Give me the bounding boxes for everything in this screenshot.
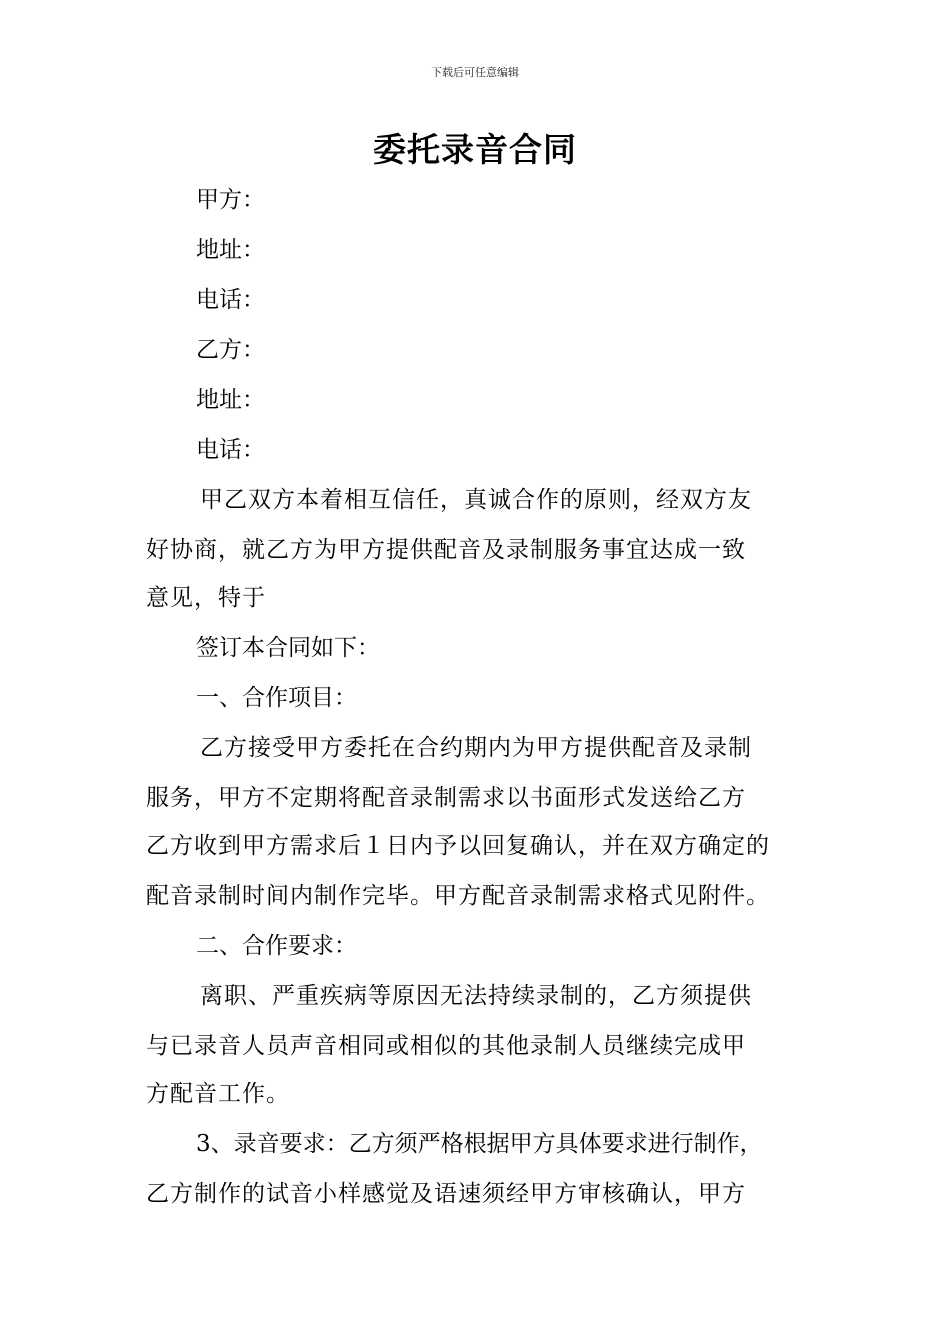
party-b-phone-label: 电话： (196, 437, 265, 463)
section-1-heading: 一、合作项目： (196, 685, 357, 711)
party-b-address-label: 地址： (196, 387, 265, 413)
section-1-line: 乙方接受甲方委托在合约期内为甲方提供配音及录制 (200, 735, 752, 761)
page-header: 下载后可任意编辑 (431, 66, 519, 79)
section-2-line: 离职、严重疾病等原因无法持续录制的，乙方须提供 (200, 983, 752, 1009)
intro-line: 甲乙双方本着相互信任，真诚合作的原则，经双方友 (200, 487, 752, 513)
party-a-address-label: 地址： (196, 237, 265, 263)
document-title: 委托录音合同 (373, 130, 577, 169)
section-2-heading: 二、合作要求： (196, 933, 357, 959)
section-1-line: 乙方收到甲方需求后１日内予以回复确认，并在双方确定的 (146, 833, 770, 859)
party-b-label: 乙方： (196, 337, 265, 363)
sign-line: 签订本合同如下： (196, 635, 380, 661)
intro-line: 意见，特于 (146, 585, 266, 611)
section-2-line: 方配音工作。 (146, 1081, 290, 1107)
section-2-line: 与已录音人员声音相同或相似的其他录制人员继续完成甲 (146, 1033, 746, 1059)
section-3-line: 乙方制作的试音小样感觉及语速须经甲方审核确认，甲方 (146, 1181, 746, 1207)
section-1-line: 配音录制时间内制作完毕。甲方配音录制需求格式见附件。 (146, 883, 770, 909)
intro-line: 好协商，就乙方为甲方提供配音及录制服务事宜达成一致 (146, 537, 746, 563)
section-3-line: 3、录音要求：乙方须严格根据甲方具体要求进行制作， (196, 1131, 763, 1157)
section-1-line: 服务，甲方不定期将配音录制需求以书面形式发送给乙方 (146, 785, 746, 811)
party-a-phone-label: 电话： (196, 287, 265, 313)
party-a-label: 甲方： (196, 187, 265, 213)
